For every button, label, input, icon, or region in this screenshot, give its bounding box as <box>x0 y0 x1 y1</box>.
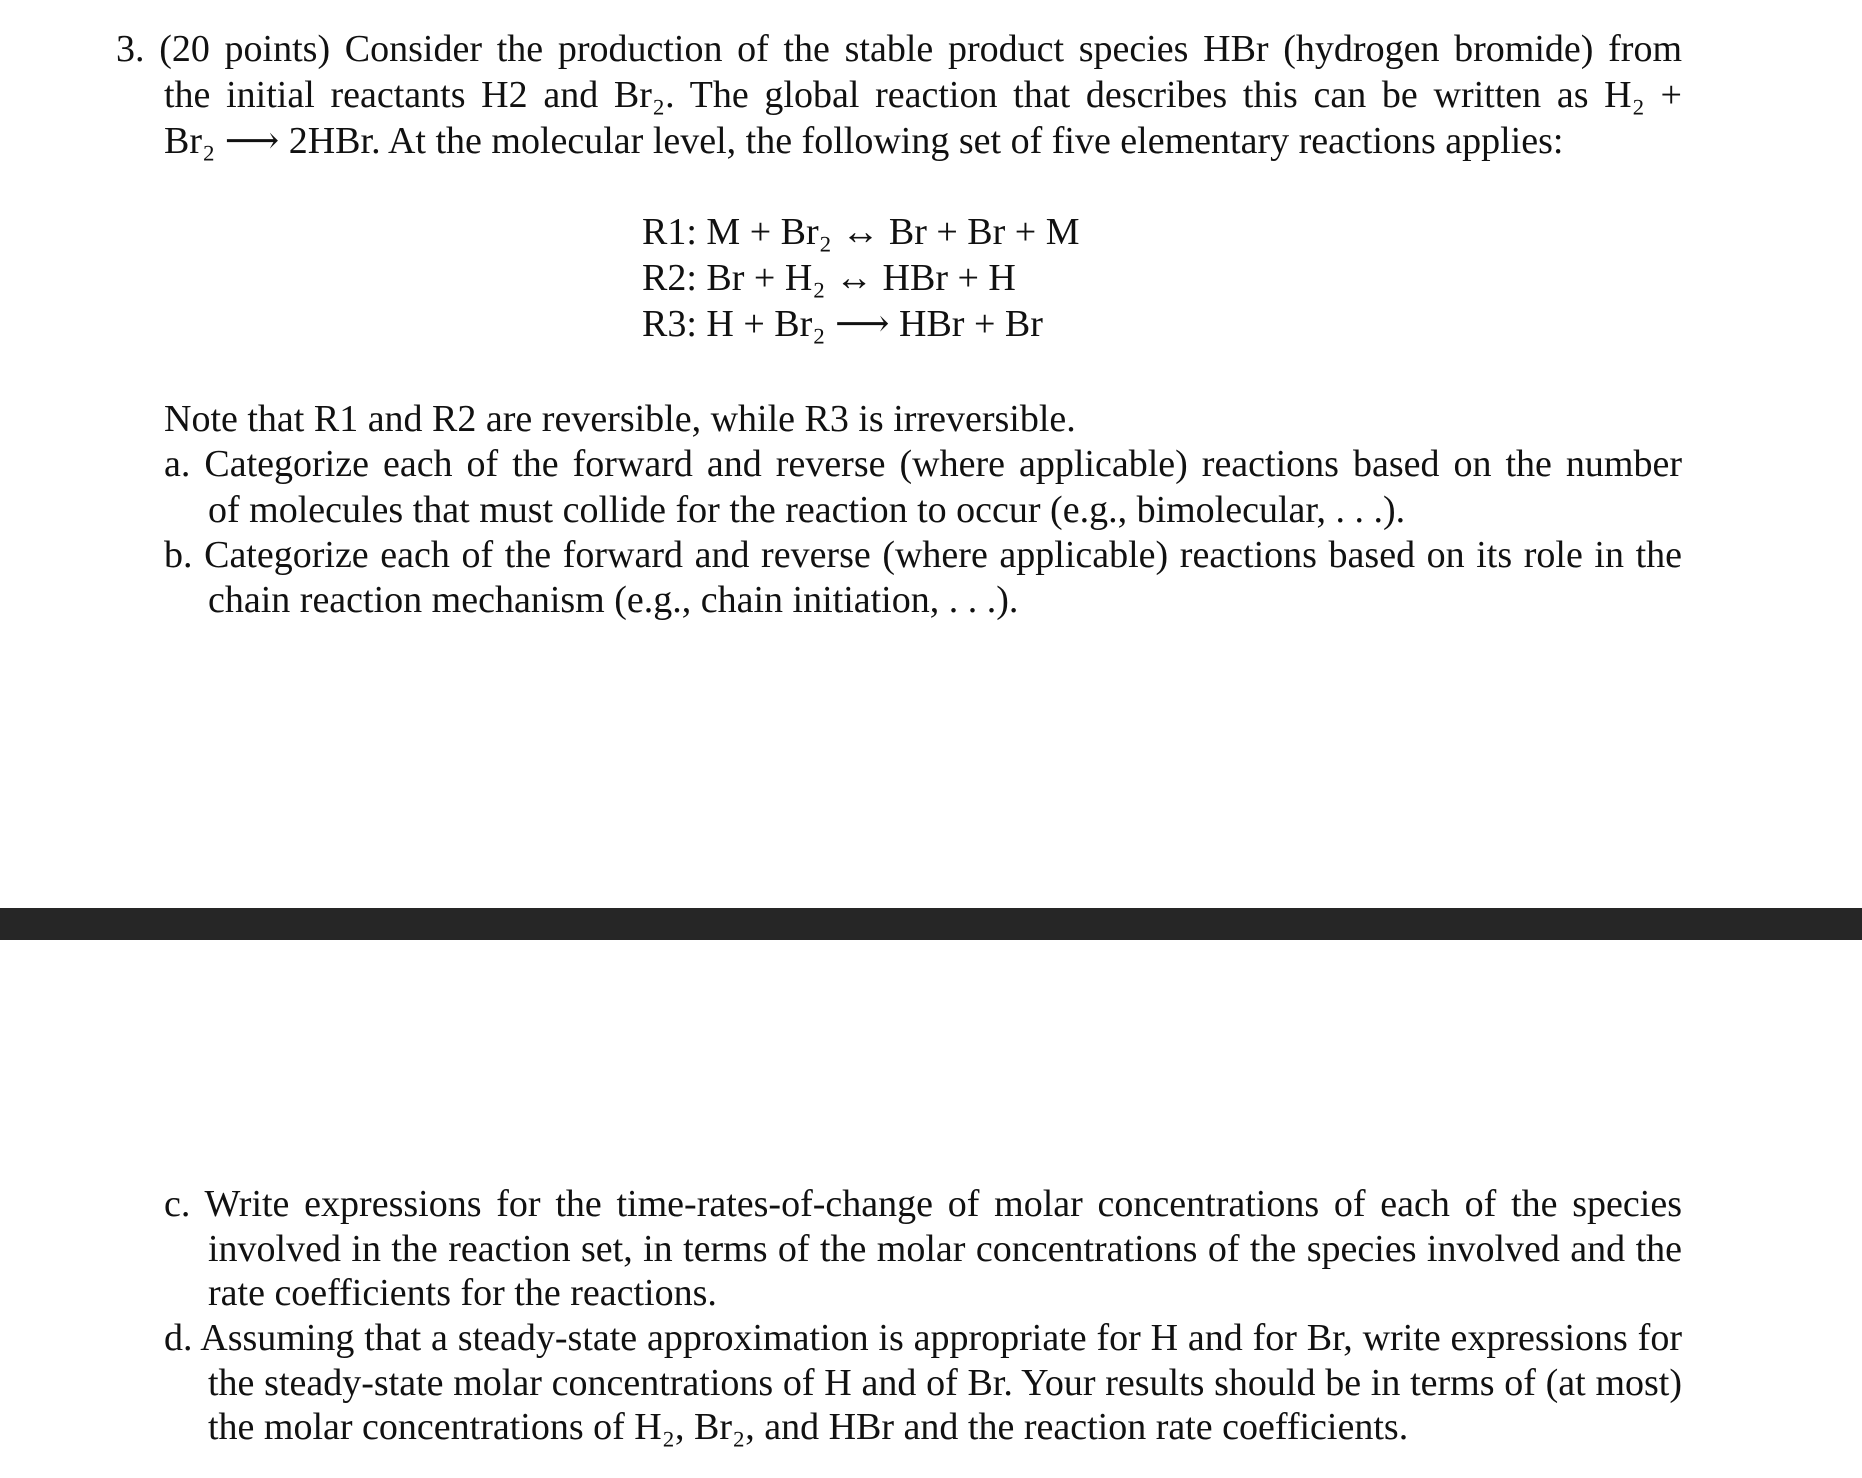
part-c-line-1: c. Write expressions for the time-rates-of-change of molar concentrations of each of the species <box>164 1183 1682 1225</box>
part-b-line-2: chain reaction mechanism (e.g., chain initiation, . . .). <box>208 579 1019 621</box>
reaction-equation: M + Br₂ ↔ Br + Br + M <box>706 211 1080 253</box>
note-text: Note that R1 and R2 are reversible, while R3 is irreversible. <box>164 398 1076 440</box>
reaction-r3 <box>642 301 1043 347</box>
part-d-line-3: the molar concentrations of H₂, Br₂, and HBr and the reaction rate coefficients. <box>208 1406 1409 1448</box>
reaction-r1 <box>642 209 1080 255</box>
reaction-label: R1: <box>642 211 697 253</box>
reaction-equation: H + Br₂ ⟶ HBr + Br <box>706 303 1043 345</box>
part-d-line-2: the steady-state molar concentrations of H and of Br. Your results should be in terms of (at most) <box>208 1362 1682 1404</box>
reaction-label: R2: <box>642 257 697 299</box>
page-separator-bar <box>0 908 1862 940</box>
part-a-line-1: a. Categorize each of the forward and reverse (where applicable) reactions based on the number <box>164 443 1682 485</box>
part-c-line-3: rate coefficients for the reactions. <box>208 1272 717 1314</box>
reaction-r2 <box>642 255 1016 301</box>
reaction-equation: Br + H₂ ↔ HBr + H <box>706 257 1016 299</box>
problem-line-2: the initial reactants H2 and Br₂. The global reaction that describes this can be written as H₂ + <box>164 74 1682 116</box>
part-c-line-2: involved in the reaction set, in terms of the molar concentrations of the species involved and the <box>208 1228 1682 1270</box>
part-b-line-1: b. Categorize each of the forward and reverse (where applicable) reactions based on its role in the <box>164 534 1682 576</box>
problem-line-1: 3. (20 points) Consider the production of the stable product species HBr (hydrogen bromide) from <box>116 28 1682 70</box>
reaction-label: R3: <box>642 303 697 345</box>
part-d-line-1: d. Assuming that a steady-state approximation is appropriate for H and for Br, write expressions for <box>164 1317 1682 1359</box>
problem-line-3: Br₂ ⟶ 2HBr. At the molecular level, the following set of five elementary reactions applies: <box>164 120 1564 162</box>
part-a-line-2: of molecules that must collide for the reaction to occur (e.g., bimolecular, . . .). <box>208 489 1406 531</box>
